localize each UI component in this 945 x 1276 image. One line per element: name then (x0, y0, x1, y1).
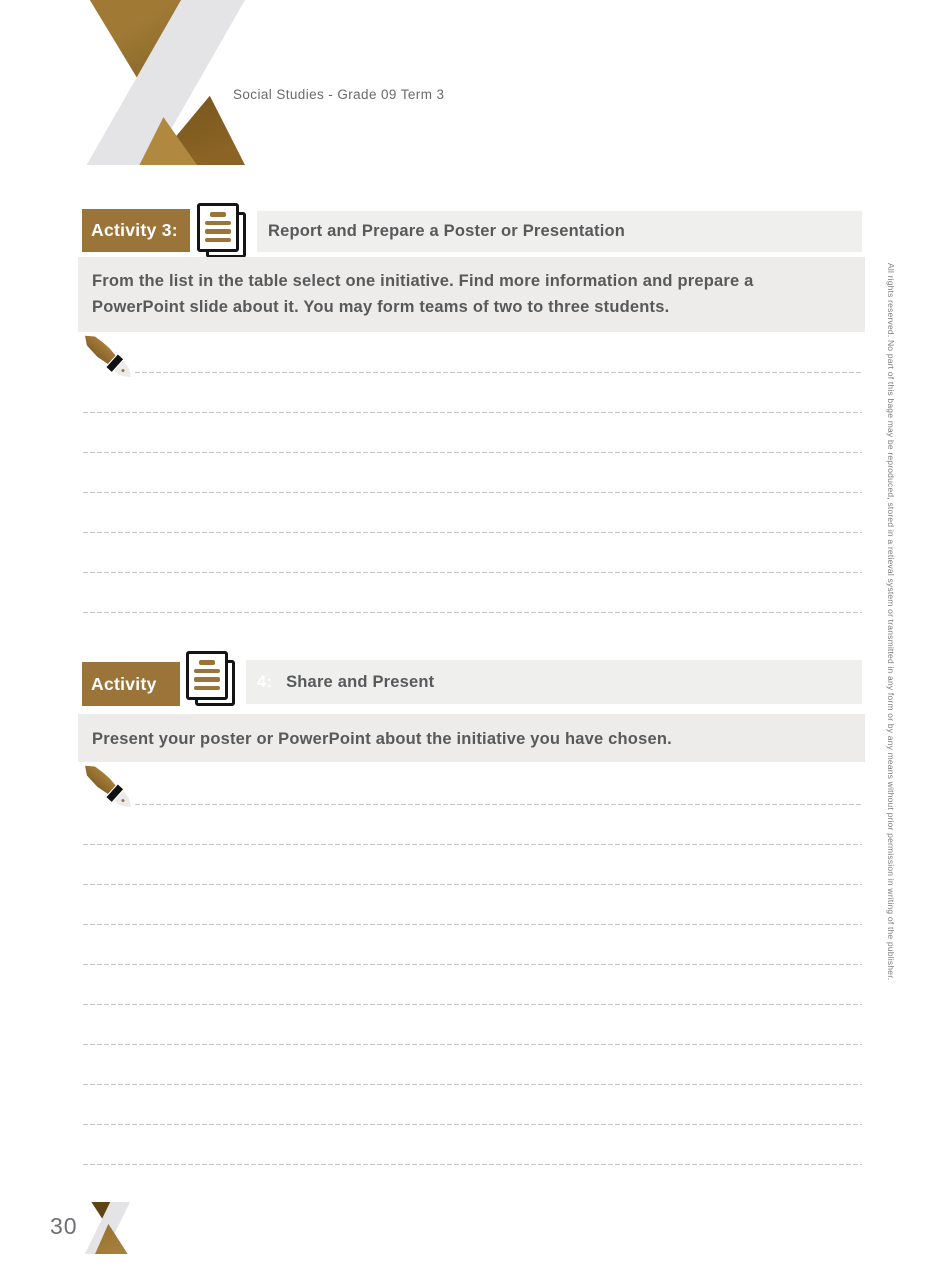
writing-line (83, 965, 862, 1005)
writing-line (83, 925, 862, 965)
document-front-sheet (197, 203, 239, 252)
writing-line (83, 845, 862, 885)
writing-line (83, 453, 862, 493)
page-number: 30 (50, 1213, 78, 1239)
document-text-line (205, 229, 231, 234)
copyright-notice: All rights reserved. No part of this bage may be reproduced, stored in a retieval system or transmitted in any form or by any means without prior permission in writing of the publisher. (886, 263, 896, 981)
document-text-line (194, 677, 220, 682)
writing-line (83, 885, 862, 925)
writing-line (83, 1125, 862, 1165)
writing-line (83, 805, 862, 845)
activity3-titlebar (257, 211, 862, 252)
activity3-instructions: From the list in the table select one initiative. Find more information and prepare a PowerPoint slide about it. You may form teams of two to three students. (78, 257, 865, 332)
writing-line (83, 1005, 862, 1045)
document-text-line (194, 669, 220, 674)
activity3-badge (82, 209, 190, 252)
writing-line (83, 373, 862, 413)
activity4-answer-lines[interactable] (83, 765, 862, 1165)
document-text-line (194, 686, 220, 691)
activity4-title: Share and Present (286, 672, 435, 691)
writing-line (83, 493, 862, 533)
writing-line (135, 333, 862, 373)
activity3-answer-lines[interactable] (83, 333, 862, 613)
activity3-badge-label: Activity 3: (91, 220, 178, 240)
writing-line (83, 1045, 862, 1085)
writing-line (135, 765, 862, 805)
writing-line (83, 573, 862, 613)
writing-line (83, 413, 862, 453)
activity4-titlebar (246, 660, 862, 704)
activity4-instructions: Present your poster or PowerPoint about the initiative you have chosen. (78, 714, 865, 762)
document-text-line (199, 660, 215, 665)
activity4-number: 4: (257, 672, 273, 691)
document-stack-icon (197, 203, 249, 261)
document-text-line (205, 238, 231, 243)
document-stack-icon (186, 651, 238, 709)
activity4-badge (82, 662, 180, 706)
brand-logo-small-icon (84, 1202, 130, 1254)
course-header: Social Studies - Grade 09 Term 3 (233, 87, 445, 102)
document-front-sheet (186, 651, 228, 700)
document-text-line (205, 221, 231, 226)
activity3-title: Report and Prepare a Poster or Presentation (268, 222, 626, 240)
brand-logo-icon (85, 0, 245, 165)
activity4-badge-label: Activity (91, 673, 157, 694)
writing-line (83, 533, 862, 573)
writing-line (83, 1085, 862, 1125)
document-text-line (210, 212, 226, 217)
